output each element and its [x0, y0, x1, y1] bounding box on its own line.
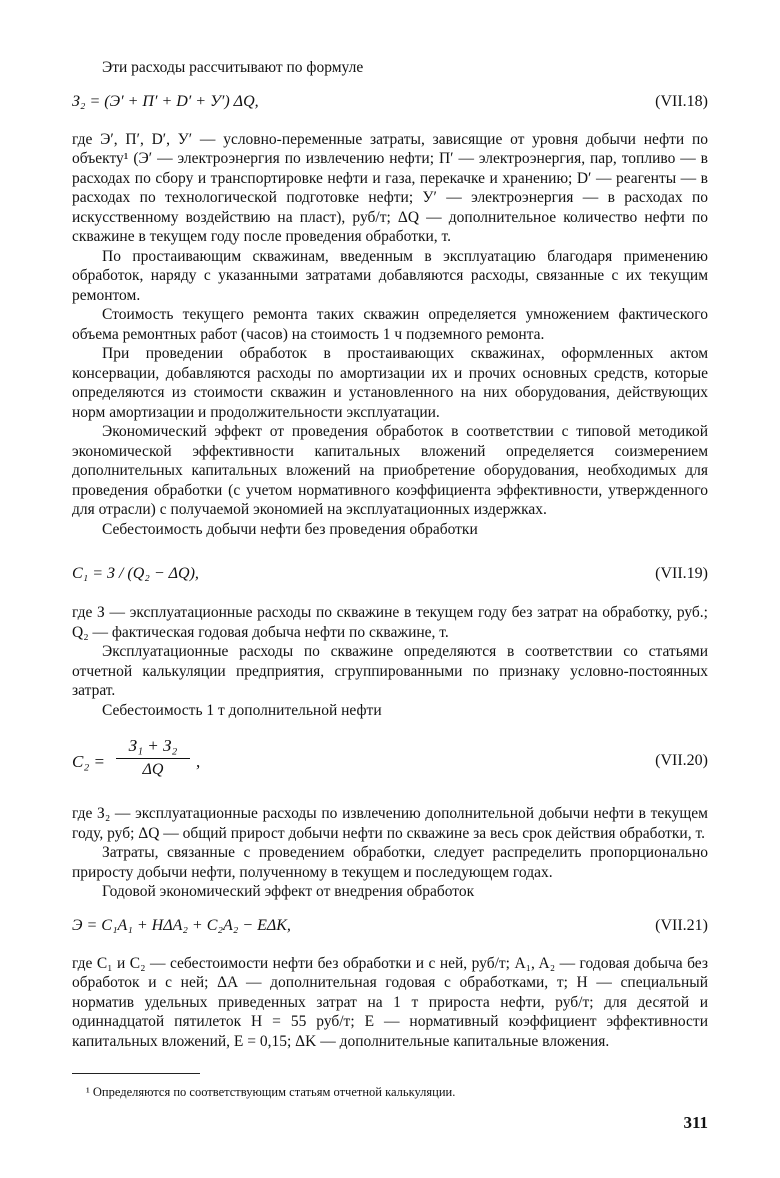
formula-comma: ,	[196, 752, 201, 771]
formula-expression: C₁ = З / (Q₂ − ΔQ),	[72, 565, 199, 582]
paragraph: где З — эксплуатационные расходы по скважине в текущем году без затрат на обработку, руб.; Q₂ — фактическая годовая добыча нефти по скважине, т.	[72, 604, 708, 641]
formula-vii-19	[72, 565, 708, 587]
paragraph: Годовой экономический эффект от внедрения обработок	[102, 883, 475, 900]
formula-fraction	[116, 734, 190, 781]
paragraph: где C₁ и C₂ — себестоимости нефти без обработки и с ней, руб/т; A₁, A₂ — годовая добыча без обработок и с ней; ΔA — дополнительная годовая с обработками, т; H — специальный норматив удельных приведенных затрат на 1 т прироста нефти, руб/т; для десятой и одиннадцатой пятилеток H = 55 руб/т; E — нормативный коэффициент эффективности капитальных вложений, E = 0,15; ΔK — дополнительные капитальные вложения.	[72, 954, 708, 1050]
formula-number: (VII.19)	[655, 565, 708, 582]
paragraph: По простаивающим скважинам, введенным в эксплуатацию благодаря применению обработок, наряду с указанными затратами добавляются расходы, связанные с их текущим ремонтом.	[72, 247, 708, 304]
paragraph: где Э′, П′, D′, У′ — условно-переменные затраты, зависящие от уровня добычи нефти по объекту¹ (Э′ — электроэнергия по извлечению нефти; П′ — электроэнергия, пар, топливо — в расходах по сбору и транспортировке нефти и газа, перекачке и хранению; D′ — реагенты — в расходах по технологической подготовке нефти; У′ — электроэнергия — в расходах по искусственному воздействию на пласт), руб/т; ΔQ — дополнительное количество нефти по скважине в текущем году после проведения обработки, т.	[72, 130, 708, 245]
fraction-numerator: З₁ + З₂	[128, 736, 178, 755]
footnote: ¹ Определяются по соответствующим статьям отчетной калькуляции.	[86, 1085, 456, 1099]
formula-expression: Э = C₁A₁ + HΔA₂ + C₂A₂ − EΔK,	[72, 916, 291, 934]
paragraph: Затраты, связанные с проведением обработки, следует распределить пропорционально приросту добычи нефти, полученному в текущем и последующем годах.	[72, 844, 708, 881]
paragraph: Стоимость текущего ремонта таких скважин определяется умножением фактического объема ремонтных работ (часов) на стоимость 1 ч подземного ремонта.	[72, 306, 708, 343]
formula-vii-21	[72, 917, 708, 939]
paragraph: Себестоимость добычи нефти без проведения обработки	[102, 520, 478, 538]
paragraph: где З₂ — эксплуатационные расходы по извлечению дополнительной добычи нефти в текущем году, руб; ΔQ — общий прирост добычи нефти по скважине за весь срок действия обработки, т.	[72, 805, 708, 842]
paragraph: Себестоимость 1 т дополнительной нефти	[102, 701, 382, 719]
paragraph: Эти расходы рассчитывают по формуле	[102, 59, 364, 76]
paragraph: Экономический эффект от проведения обработок в соответствии с типовой методикой экономической эффективности капитальных вложений определяется соизмерением дополнительных капитальных вложений на приобретение оборудования, необходимых для проведения обработки (с учетом нормативного коэффициента эффективности, утвержденного для отрасли) с получаемой экономией на эксплуатационных издержках.	[72, 423, 708, 518]
formula-number: (VII.21)	[655, 916, 708, 934]
paragraph: Эксплуатационные расходы по скважине определяются в соответствии со статьями отчетной калькуляции предприятия, сгруппированными по признаку условно-постоянных затрат.	[72, 643, 708, 699]
formula-vii-20	[72, 734, 708, 790]
formula-lhs: C₂ =	[72, 752, 105, 771]
footnote-divider	[72, 1073, 200, 1074]
page-body	[72, 58, 708, 1100]
formula-expression: З₂ = (Э′ + П′ + D′ + У′) ΔQ,	[72, 92, 259, 110]
formula-number: (VII.20)	[655, 752, 708, 769]
page-number: 311	[683, 1113, 708, 1132]
fraction-denominator: ΔQ	[142, 761, 164, 778]
formula-vii-18	[72, 93, 708, 115]
paragraph: При проведении обработок в простаивающих скважинах, оформленных актом консервации, добавляются расходы по амортизации их и прочих основных средств, которые определяются из стоимости скважин и установленного на них оборудования, действующих норм амортизации и продолжительности эксплуатации.	[72, 345, 708, 421]
formula-number: (VII.18)	[655, 92, 708, 110]
